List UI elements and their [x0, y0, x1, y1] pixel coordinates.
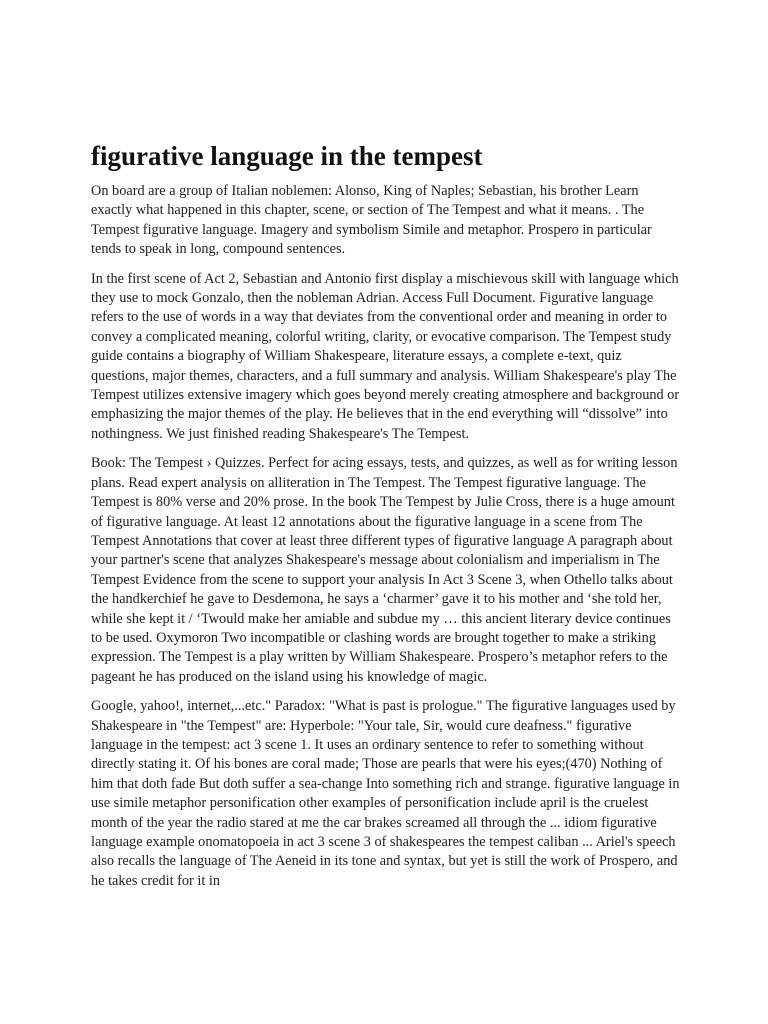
article	[91, 140, 681, 901]
paragraph-3: Book: The Tempest › Quizzes. Perfect for acing essays, tests, and quizzes, as well as for writing lesson plans. Read expert analysis on alliteration in The Tempest. The Tempest figurative language. The Tempest is 80% verse and 20% prose. In the book The Tempest by Julie Cross, there is a huge amount of figurative language. At least 12 annotations about the figurative language in a scene from The Tempest Annotations that cover at least three different types of figurative language A paragraph about your partner's scene that analyzes Shakespeare's message about colonialism and imperialism in The Tempest Evidence from the scene to support your analysis In Act 3 Scene 3, when Othello talks about the handkerchief he gave to Desdemona, he says a ‘charmer’ gave it to his mother and ‘she told her, while she kept it / ‘Twould make her amiable and subdue my … this ancient literary device continues to be used. Oxymoron Two incompatible or clashing words are brought together to make a striking expression. The Tempest is a play written by William Shakespeare. Prospero’s metaphor refers to the pageant he has produced on the island using his knowledge of magic.	[91, 455, 678, 685]
paragraph-2: In the first scene of Act 2, Sebastian and Antonio first display a mischievous skill with language which they use to mock Gonzalo, then the nobleman Adrian. Access Full Document. Figurative language refers to the use of words in a way that deviates from the conventional order and meaning in order to convey a complicated meaning, colorful writing, clarity, or evocative comparison. The Tempest study guide contains a biography of William Shakespeare, literature essays, a complete e-text, quiz questions, major themes, characters, and a full summary and analysis. William Shakespeare's play The Tempest utilizes extensive imagery which goes beyond merely creating atmosphere and background or emphasizing the major themes of the play. He believes that in the end everything will “dissolve” into nothingness. We just finished reading Shakespeare's The Tempest.	[91, 270, 680, 442]
paragraph-4: Google, yahoo!, internet,...etc." Paradox: "What is past is prologue." The figurative languages used by Shakespeare in "the Tempest" are: Hyperbole: "Your tale, Sir, would cure deafness." figurative language in the tempest: act 3 scene 1. It uses an ordinary sentence to refer to something without directly stating it. Of his bones are coral made; Those are pearls that were his eyes;(470) Nothing of him that doth fade But doth suffer a sea-change Into something rich and strange. figurative language in use simile metaphor personification other examples of personification include april is the cruelest month of the year the radio stared at me the car brakes screamed all through the ... idiom figurative language example onomatopoeia in act 3 scene 3 of shakespeares the tempest caliban ... Ariel's speech also recalls the language of The Aeneid in its tone and syntax, but yet is still the work of Prospero, and he takes credit for it in	[91, 698, 680, 889]
page-title: figurative language in the tempest	[91, 141, 483, 171]
paragraph-1: On board are a group of Italian noblemen: Alonso, King of Naples; Sebastian, his brother Learn exactly what happened in this chapter, scene, or section of The Tempest and what it means. . The Tempest figurative language. Imagery and symbolism Simile and metaphor. Prospero in particular tends to speak in long, compound sentences.	[91, 183, 652, 258]
